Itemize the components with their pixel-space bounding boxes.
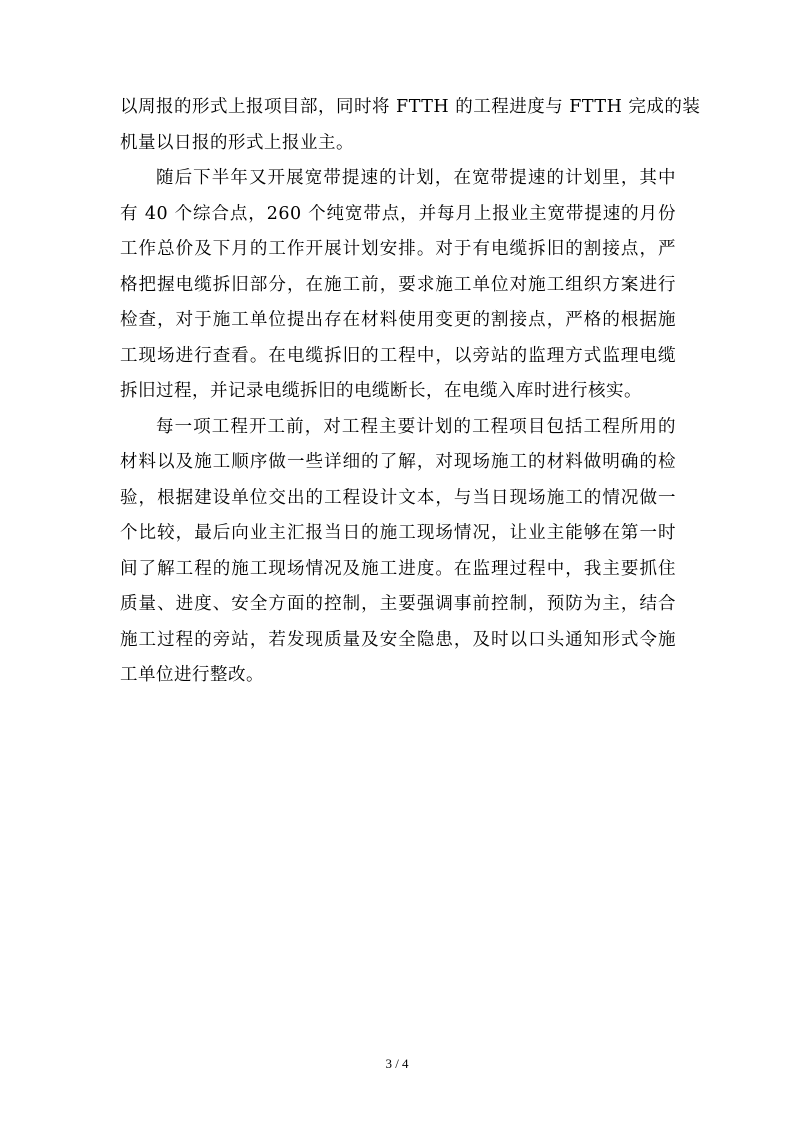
text-line: 工作总价及下月的工作开展计划安排。对于有电缆拆旧的割接点，严 <box>120 239 676 259</box>
text-line: 检查，对于施工单位提出存在材料使用变更的割接点，严格的根据施 <box>120 310 676 330</box>
text-line: 有 40 个综合点，260 个纯宽带点，并每月上报业主宽带提速的月份 <box>120 203 676 224</box>
text-line: 间了解工程的施工现场情况及施工进度。在监理过程中，我主要抓住 <box>120 558 676 579</box>
text-line: 工单位进行整改。 <box>120 665 264 685</box>
text-line: 施工过程的旁站，若发现质量及安全隐患，及时以口头通知形式令施 <box>120 629 676 650</box>
document-body <box>120 90 701 694</box>
page-number: 3 / 4 <box>385 1056 409 1071</box>
text-line: 每一项工程开工前，对工程主要计划的工程项目包括工程所用的 <box>156 416 676 437</box>
text-line: 质量、进度、安全方面的控制，主要强调事前控制，预防为主，结合 <box>120 594 676 614</box>
text-line: 格把握电缆拆旧部分，在施工前，要求施工单位对施工组织方案进行 <box>120 274 676 295</box>
text-line: 材料以及施工顺序做一些详细的了解，对现场施工的材料做明确的检 <box>120 452 676 472</box>
text-line: 个比较，最后向业主汇报当日的施工现场情况，让业主能够在第一时 <box>120 523 676 543</box>
text-line: 工现场进行查看。在电缆拆旧的工程中，以旁站的监理方式监理电缆 <box>120 345 676 366</box>
text-line: 拆旧过程，并记录电缆拆旧的电缆断长，在电缆入库时进行核实。 <box>120 381 642 401</box>
text-line: 验，根据建设单位交出的工程设计文本，与当日现场施工的情况做一 <box>120 487 676 508</box>
text-line: 以周报的形式上报项目部，同时将 FTTH 的工程进度与 FTTH 完成的装 <box>120 97 701 117</box>
text-line: 机量以日报的形式上报业主。 <box>120 132 354 153</box>
text-line: 随后下半年又开展宽带提速的计划，在宽带提速的计划里，其中 <box>156 168 676 188</box>
